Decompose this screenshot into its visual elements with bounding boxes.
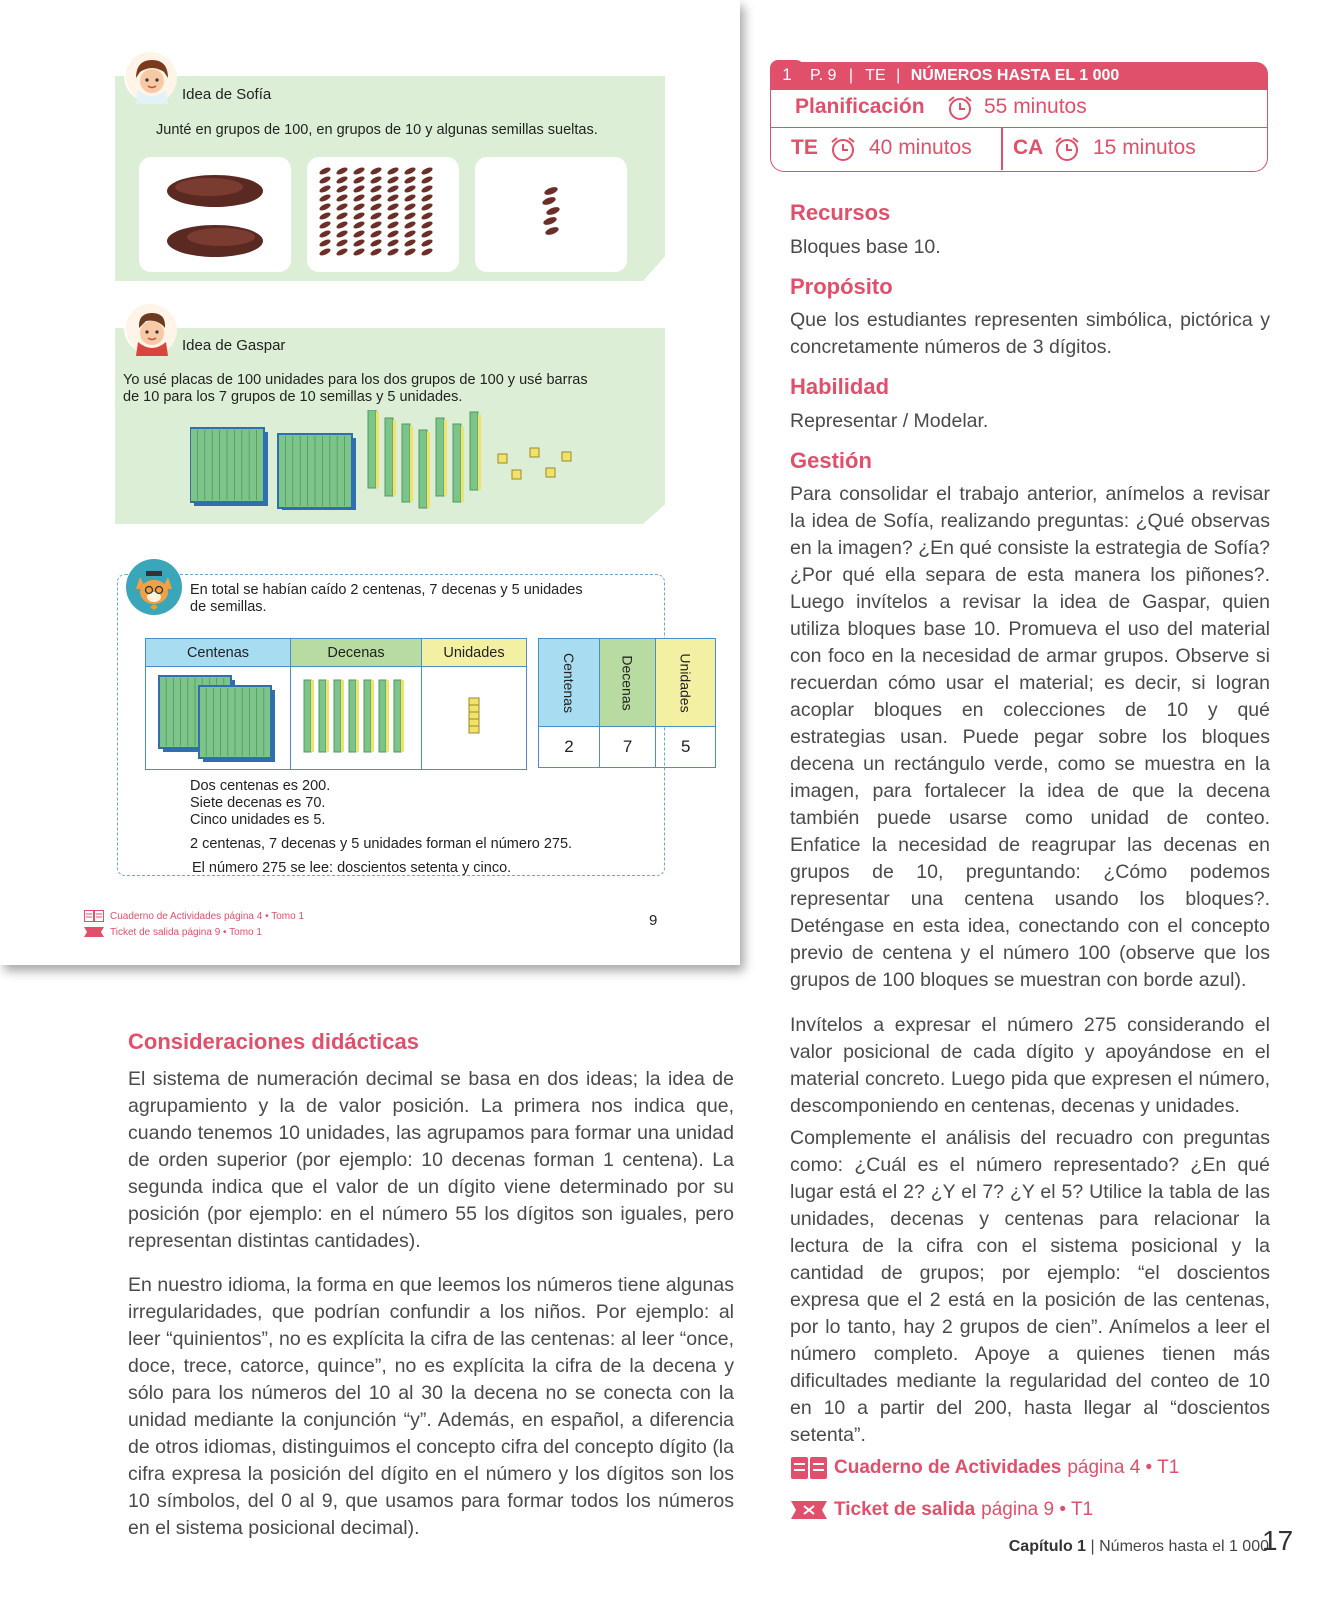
sentence-centenas: Dos centenas es 200. bbox=[190, 778, 331, 794]
gaspar-idea-title: Idea de Gaspar bbox=[182, 337, 286, 354]
proposito-text: Que los estudiantes representen simbólica, pictórica y concretamente números de 3 dígitos. bbox=[790, 309, 1270, 358]
header-decenas: Decenas bbox=[291, 639, 422, 667]
seed-card-tens bbox=[307, 157, 459, 272]
sofia-idea-title: Idea de Sofía bbox=[182, 86, 272, 103]
planificacion-label: Planificación bbox=[795, 95, 925, 118]
student-page-thumbnail bbox=[0, 0, 740, 965]
digit-unidades: 5 bbox=[656, 727, 716, 768]
habilidad-text: Representar / Modelar. bbox=[790, 410, 989, 432]
sofia-idea-text: Junté en grupos de 100, en grupos de 10 y algunas semillas sueltas. bbox=[156, 122, 598, 138]
total-text-line1: En total se habían caído 2 centenas, 7 decenas y 5 unidades bbox=[190, 582, 583, 598]
ref-cuaderno-actividades[interactable]: Cuaderno de Actividades página 4 • T1 bbox=[790, 1456, 1179, 1480]
recursos-text: Bloques base 10. bbox=[790, 236, 941, 258]
gaspar-idea-text-line2: de 10 para los 7 grupos de 10 semillas y 5 unidades. bbox=[123, 389, 463, 405]
total-text-line2: de semillas. bbox=[190, 599, 267, 615]
consideraciones-paragraph-2: En nuestro idioma, la forma en que leemos los números tiene algunas irregularidades, que podrían confundir a los niños. Por ejemplo: al leer “quinientos”, no es explícita la cifra de las centenas: al leer “once, doce, trece, catorce, quince”, no es explícita la cifra de la decena y sólo para los números del 10 al 30 la decena no se conecta con la unidad mediante la conjunción “y”. Además, en español, a diferencia de otros idiomas, distinguimos el concepto cifra del concepto dígito (la cifra expresa la posición del dígito en el número y los dígitos son los 10 símbolos, del 0 al 9, que usamos para formar todos los números en el sistema posicional decimal). bbox=[128, 1274, 734, 1539]
planning-header bbox=[770, 60, 1270, 172]
read-sentence: El número 275 se lee: doscientos setenta y cinco. bbox=[192, 860, 512, 876]
consideraciones-heading: Consideraciones didácticas bbox=[128, 1029, 419, 1054]
student-ref-cuaderno: Cuaderno de Actividades página 4 • Tomo 1 bbox=[84, 910, 304, 922]
divider bbox=[1001, 128, 1003, 170]
digit-decenas: 7 bbox=[599, 727, 655, 768]
student-page-number: 9 bbox=[649, 912, 658, 929]
gestion-heading: Gestión bbox=[790, 448, 872, 473]
seed-card-hundreds bbox=[139, 157, 291, 272]
cell-unidades-blocks bbox=[422, 667, 527, 770]
planning-box bbox=[770, 90, 1268, 172]
gestion-paragraph-3: Complemente el análisis del recuadro con preguntas como: ¿Cuál es el número representado? ¿En qué lugar está el 2? ¿Y el 7? ¿Y el 5? Utilice la tabla de las unidades, decenas y centenas para relacionar la lectura de la cifra con el sistema posicional y la cantidad de grupos; por ejemplo: “el doscientos expresa que el 2 está en la posición de las centenas, por lo tanto, hay 2 grupos de cien”. Anímelos a leer el número completo. Apoye a quienes tienen más dificultades mediante la regularidad del conteo de 10 en 10 a partir del 200, hasta llegar al “doscientos setenta”. bbox=[790, 1127, 1270, 1446]
lesson-topic: NÚMEROS HASTA EL 1 000 bbox=[910, 67, 1120, 84]
planificacion-time: 55 minutos bbox=[984, 95, 1087, 118]
student-ref-ticket: Ticket de salida página 9 • Tomo 1 bbox=[84, 926, 262, 938]
vheader-unidades: Unidades bbox=[656, 639, 716, 727]
cell-decenas-blocks bbox=[291, 667, 422, 770]
sentence-unidades: Cinco unidades es 5. bbox=[190, 812, 326, 828]
clock-icon bbox=[946, 94, 974, 122]
clock-icon bbox=[1053, 135, 1081, 163]
cell-centenas-blocks bbox=[146, 667, 291, 770]
time-split-row bbox=[771, 128, 1267, 170]
te-time: 40 minutos bbox=[869, 136, 972, 159]
ticket-icon bbox=[790, 1498, 828, 1522]
planning-row bbox=[771, 90, 1267, 128]
page-number: 17 bbox=[1262, 1525, 1294, 1556]
base-ten-blocks-illustration bbox=[190, 410, 610, 510]
seed-card-units bbox=[475, 157, 627, 272]
ref-ticket-salida[interactable]: Ticket de salida página 9 • T1 bbox=[790, 1498, 1093, 1522]
notebook-icon bbox=[84, 910, 104, 922]
sentence-decenas: Siete decenas es 70. bbox=[190, 795, 326, 811]
vheader-decenas: Decenas bbox=[599, 639, 655, 727]
gestion-paragraph-1: Para consolidar el trabajo anterior, anímelos a revisar la idea de Sofía, realizando preguntas: ¿Qué observas en la imagen? ¿En qué consiste la estrategia de Sofía? ¿Por qué ella separa de esta manera los piñones?. Luego invítelos a revisar la idea de Gaspar, quien utiliza bloques base 10. Promueva el uso del material con foco en la necesidad de armar grupos. Observe si recuerdan cómo usar el material; es decir, si logran acoplar bloques en colecciones de 10 y qué estrategias usan. Puede pegar sobre los bloques decena un rectángulo verde, como se muestra en la imagen, para fortalecer la idea de que la decena también puede usarse como unidad de conteo. Enfatice la necesidad de reagrupar las decenas en grupos de 10, preguntando: ¿Cómo podemos representar una centena usando los bloques?. Deténgase en esta idea, conectando con el concepto previo de centena y el número 100 (observe que los grupos de 100 bloques se muestran con borde azul). bbox=[790, 483, 1270, 991]
digit-centenas: 2 bbox=[539, 727, 600, 768]
vertical-place-value-table bbox=[538, 638, 716, 768]
lesson-title-bar: P. 9 | TE | NÚMEROS HASTA EL 1 000 bbox=[798, 62, 1268, 90]
recursos-heading: Recursos bbox=[790, 200, 891, 225]
place-value-table bbox=[145, 638, 527, 770]
vheader-centenas: Centenas bbox=[539, 639, 600, 727]
fox-mascot-icon bbox=[126, 559, 182, 615]
ca-time: 15 minutos bbox=[1093, 136, 1196, 159]
gestion-paragraph-2: Invítelos a expresar el número 275 considerando el valor posicional de cada dígito y apoyándose en el material concreto. Luego pida que expresen el número, descomponiendo en centenas, decenas y unidades. bbox=[790, 1014, 1270, 1117]
ca-time-label: CA bbox=[1013, 136, 1044, 159]
gaspar-avatar-icon bbox=[124, 302, 176, 354]
ticket-icon bbox=[84, 926, 104, 938]
clock-icon bbox=[829, 135, 857, 163]
te-time-label: TE bbox=[791, 136, 818, 159]
header-centenas: Centenas bbox=[146, 639, 291, 667]
lesson-number-tab: 1 bbox=[770, 60, 804, 90]
gaspar-idea-text-line1: Yo usé placas de 100 unidades para los dos grupos de 100 y usé barras bbox=[123, 372, 588, 388]
chapter-footer: Capítulo 1 | Números hasta el 1 000 bbox=[1008, 1538, 1269, 1555]
habilidad-heading: Habilidad bbox=[790, 374, 890, 399]
notebook-icon bbox=[790, 1456, 828, 1480]
consideraciones-paragraph-1: El sistema de numeración decimal se basa en dos ideas; la idea de agrupamiento y la de valor posición. La primera nos indica que, cuando tenemos 10 unidades, las agrupamos para formar una unidad de orden superior (por ejemplo: 10 decenas forman 1 centena). La segunda indica que el valor de un dígito viene determinado por su posición (por ejemplo: en el número 55 los dígitos son iguales, pero representan distintas cantidades). bbox=[128, 1068, 734, 1252]
proposito-heading: Propósito bbox=[790, 274, 893, 299]
sofia-avatar-icon bbox=[124, 50, 176, 102]
header-unidades: Unidades bbox=[422, 639, 527, 667]
compose-sentence: 2 centenas, 7 decenas y 5 unidades forman el número 275. bbox=[190, 836, 573, 852]
